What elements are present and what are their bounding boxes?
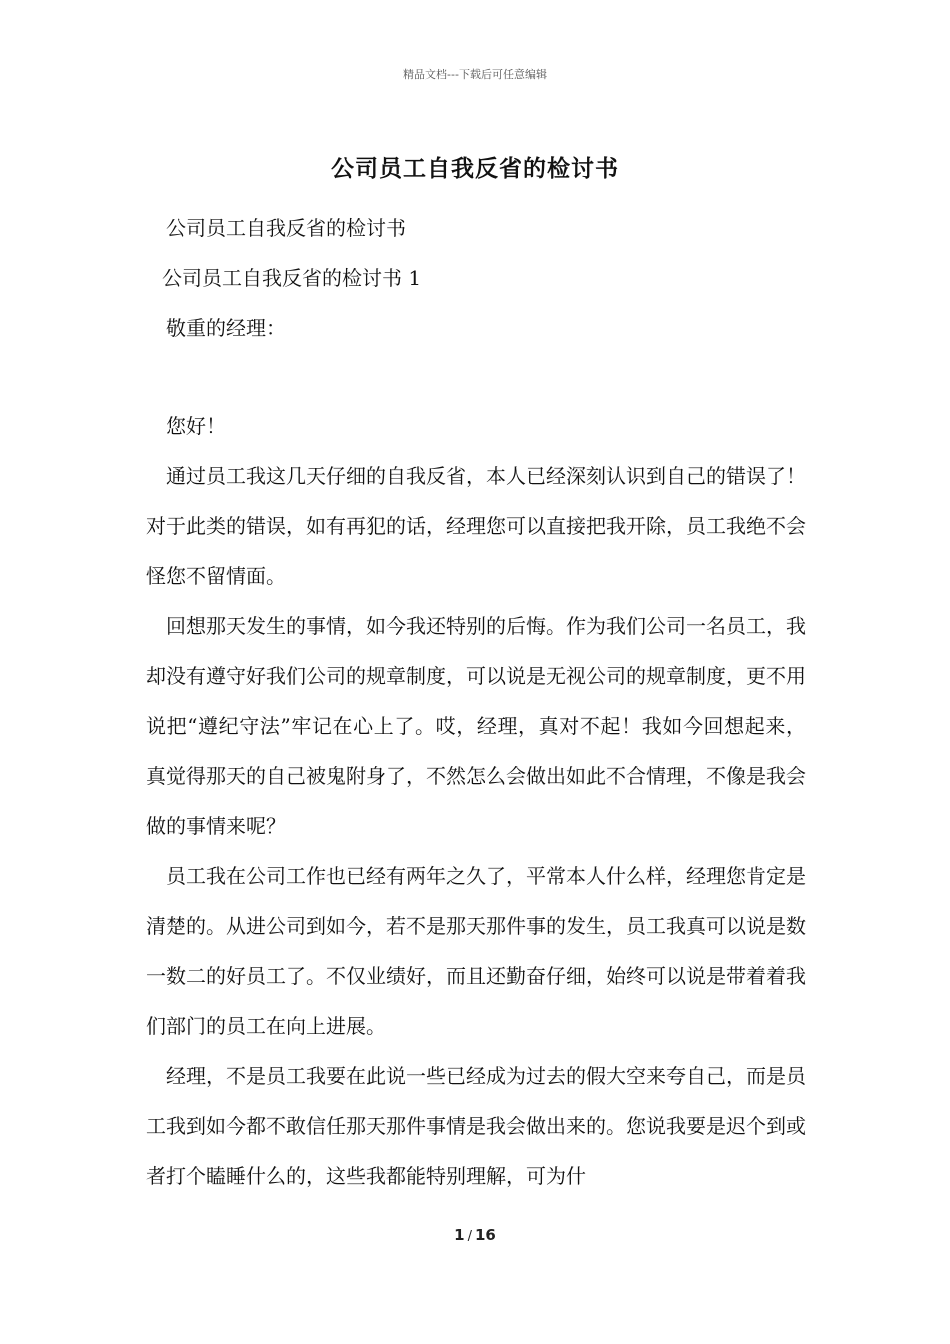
total-page-count: 16 [474,1226,496,1244]
paragraph-subtitle-numbered: 公司员工自我反省的检讨书 1 [162,266,422,290]
paragraph-body: 通过员工我这几天仔细的自我反省，本人已经深刻认识到自己的错误了！对于此类的错误，如有再犯的话，经理您可以直接把我开除，员工我绝不会怪您不留情面。 [146,464,806,588]
paragraph-greeting: 您好！ [166,414,226,438]
current-page-number: 1 [454,1226,465,1244]
document-title: 公司员工自我反省的检讨书 [331,155,619,182]
document-body [146,203,806,1201]
page-number [0,1226,950,1244]
paragraph-body: 经理，不是员工我要在此说一些已经成为过去的假大空来夸自己，而是员工我到如今都不敢信任那天那件事情是我会做出来的。您说我要是迟个到或者打个瞌睡什么的，这些我都能特别理解，可为什 [146,1064,806,1188]
paragraph-body: 回想那天发生的事情，如今我还特别的后悔。作为我们公司一名员工，我却没有遵守好我们公司的规章制度，可以说是无视公司的规章制度，更不用说把“遵纪守法”牢记在心上了。哎，经理，真对不起！我如今回想起来，真觉得那天的自己被鬼附身了，不然怎么会做出如此不合情理，不像是我会做的事情来呢？ [146,614,806,838]
paragraph-subtitle: 公司员工自我反省的检讨书 [166,216,406,240]
paragraph-salutation: 敬重的经理： [166,316,286,340]
paragraph-body: 员工我在公司工作也已经有两年之久了，平常本人什么样，经理您肯定是清楚的。从进公司到如今，若不是那天那件事的发生，员工我真可以说是数一数二的好员工了。不仅业绩好，而且还勤奋仔细，始终可以说是带着着我们部门的员工在向上进展。 [146,864,806,1038]
page-number-separator: / [467,1229,472,1244]
page-header: 精品文档---下载后可任意编辑 [403,68,547,81]
